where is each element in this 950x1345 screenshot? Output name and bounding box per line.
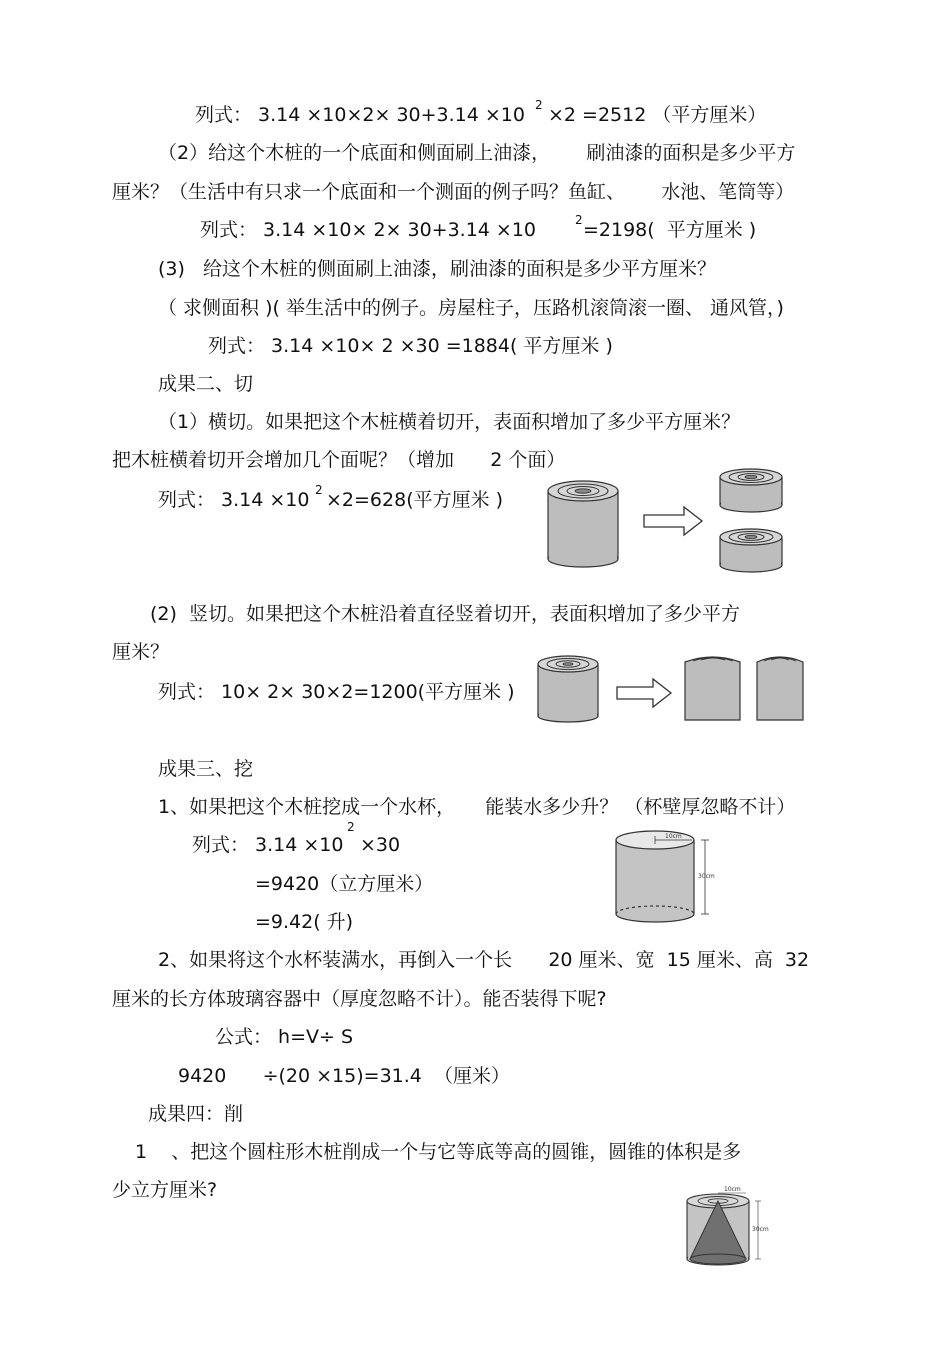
question-4-1-line-2: 少立方厘米?	[112, 1179, 218, 1201]
cone-in-cylinder-figure	[682, 1187, 772, 1271]
arrow-right-icon	[644, 507, 702, 535]
half-cylinder-left	[685, 657, 740, 720]
formula-bottom-and-side-end: =2198( 平方厘米 )	[583, 219, 757, 241]
arrow-right-icon	[617, 679, 671, 707]
height-calculation: 9420 ÷(20 ×15)=31.4 （厘米）	[178, 1065, 510, 1087]
cup-height-label: 30cm	[698, 873, 715, 880]
cone-radius-label: 10cm	[724, 1186, 741, 1193]
question-2-1-line-1: （1）横切。如果把这个木桩横着切开，表面积增加了多少平方厘米？	[158, 411, 741, 433]
formula-bottom-and-side: 列式： 3.14 ×10× 2× 30+3.14 ×10	[200, 219, 537, 241]
section-heading-whittle: 成果四：削	[148, 1103, 244, 1125]
cylinder-half-bottom	[720, 529, 782, 572]
cup-radius-label: 10cm	[665, 833, 682, 840]
question-3-2-line-2: 厘米的长方体玻璃容器中（厚度忽略不计）。能否装得下呢?	[112, 988, 607, 1010]
exponent: 2	[315, 483, 323, 497]
cup-volume-liters: =9.42( 升)	[255, 911, 354, 933]
exponent: 2	[535, 98, 543, 112]
horizontal-cut-figure	[540, 465, 790, 577]
formula-total-surface: 列式： 3.14 ×10×2× 30+3.14 ×10	[195, 104, 525, 126]
half-cylinder-right	[757, 657, 803, 720]
cone-height-label: 30cm	[752, 1226, 769, 1233]
cylinder-whole	[548, 481, 618, 567]
formula-total-surface-end: ×2 =2512 （平方厘米）	[548, 104, 767, 126]
exponent: 2	[347, 820, 355, 834]
cylinder-half-top	[720, 469, 782, 512]
cup-volume-cubic-cm: =9420（立方厘米）	[255, 873, 434, 895]
question-1-3-line-2: （ 求侧面积 )( 举生活中的例子。房屋柱子，压路机滚筒滚一圈、 通风管，)	[158, 297, 784, 319]
exponent: 2	[575, 213, 583, 227]
question-3-2-line-1: 2、如果将这个水杯装满水，再倒入一个长 20 厘米、宽 15 厘米、高 32	[158, 949, 810, 971]
formula-cup-volume: 列式： 3.14 ×10	[192, 834, 344, 856]
section-heading-cut: 成果二、切	[158, 373, 254, 395]
formula-lateral-surface: 列式： 3.14 ×10× 2 ×30 =1884( 平方厘米 )	[208, 335, 613, 357]
question-4-1-line-1: 1 、把这个圆柱形木桩削成一个与它等底等高的圆锥，圆锥的体积是多	[135, 1141, 742, 1163]
question-1-3-line-1: (3) 给这个木桩的侧面刷上油漆，刷油漆的面积是多少平方厘米？	[158, 258, 717, 280]
cylinder-whole	[538, 656, 598, 722]
question-2-2-line-2: 厘米？	[112, 641, 170, 663]
question-1-2-line-2: 厘米？（生活中有只求一个底面和一个测面的例子吗？鱼缸、 水池、笔筒等）	[112, 181, 795, 203]
formula-cup-volume-end: ×30	[360, 834, 401, 856]
formula-horizontal-cut: 列式： 3.14 ×10	[158, 489, 310, 511]
question-2-2-line-1: (2) 竖切。如果把这个木桩沿着直径竖着切开，表面积增加了多少平方	[150, 603, 740, 625]
formula-height: 公式： h=V÷ S	[215, 1026, 354, 1048]
question-3-1-line: 1、如果把这个木桩挖成一个水杯， 能装水多少升？ （杯壁厚忽略不计）	[158, 796, 796, 818]
formula-horizontal-cut-end: ×2=628(平方厘米 )	[326, 489, 504, 511]
question-2-1-line-2: 把木桩横着切开会增加几个面呢？（增加 2 个面）	[112, 449, 566, 471]
cup-figure	[610, 828, 720, 928]
formula-vertical-cut: 列式： 10× 2× 30×2=1200(平方厘米 )	[158, 681, 515, 703]
section-heading-dig: 成果三、挖	[158, 758, 254, 780]
vertical-cut-figure	[535, 652, 815, 726]
question-1-2-line-1: （2）给这个木桩的一个底面和侧面刷上油漆， 刷油漆的面积是多少平方	[158, 142, 796, 164]
